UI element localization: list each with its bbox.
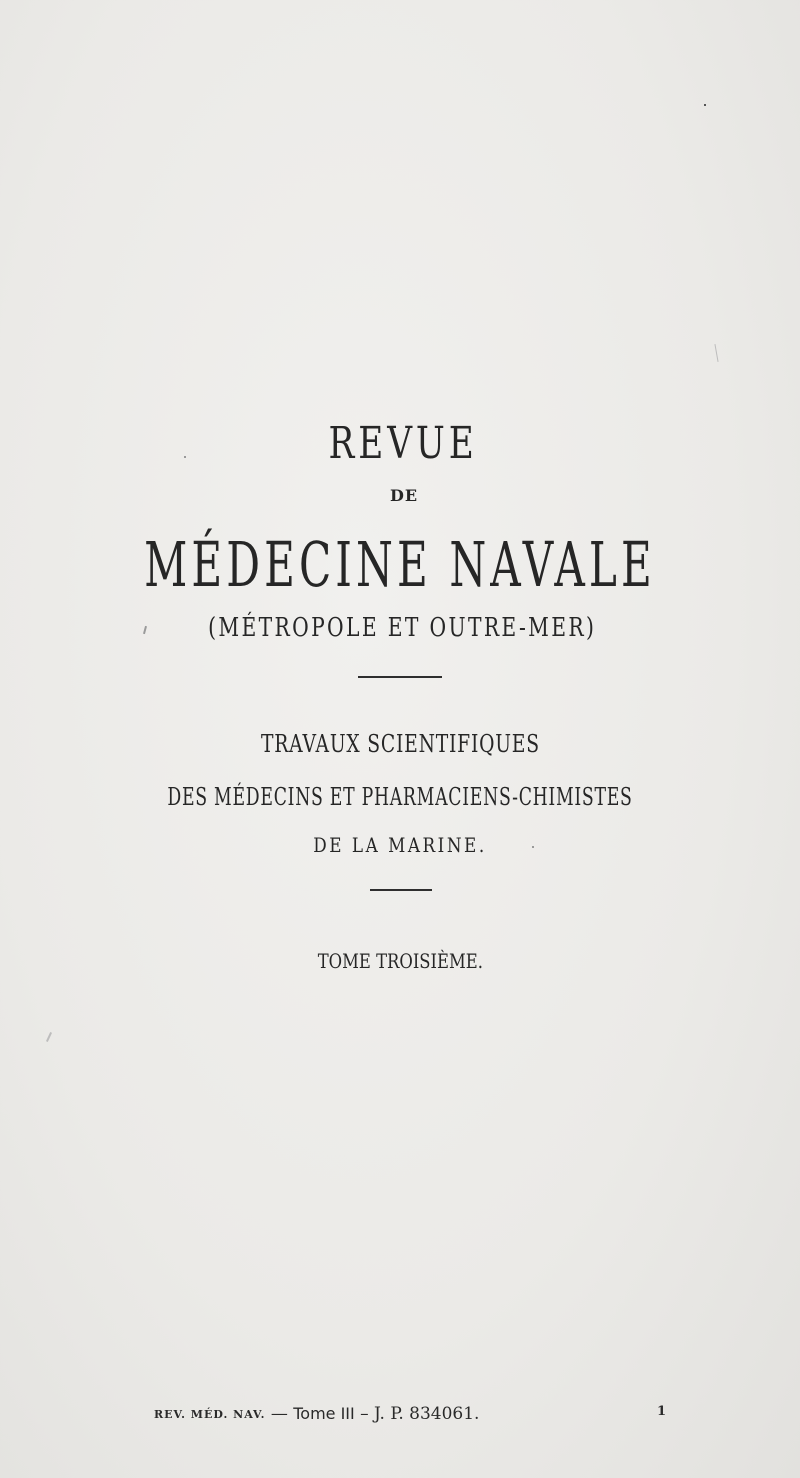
divider-rule [358, 676, 442, 678]
description-line-1: TRAVAUX SCIENTIFIQUES [261, 730, 540, 758]
volume-label: TOME TROISIÈME. [317, 949, 483, 973]
divider-rule [370, 889, 432, 891]
journal-title-de: DE [389, 486, 419, 505]
footer-tome-reference: Tome III [293, 1404, 355, 1423]
page-number: 1 [657, 1404, 667, 1419]
printer-footer [154, 1404, 479, 1424]
footer-abbreviation: REV. MÉD. NAV. [154, 1408, 266, 1421]
footer-dash: — [270, 1404, 288, 1424]
description-line-2: DES MÉDECINS ET PHARMACIENS-CHIMISTES [167, 783, 633, 811]
paper-speck [532, 846, 534, 848]
paper-speck [46, 1032, 52, 1042]
journal-title-main: MÉDECINE NAVALE [144, 528, 656, 601]
paper-speck [704, 104, 706, 106]
description-line-3: DE LA MARINE. [313, 833, 487, 857]
footer-dash: – [360, 1404, 369, 1424]
journal-title-revue: REVUE [328, 418, 478, 469]
paper-speck [184, 456, 186, 458]
journal-subtitle: (MÉTROPOLE ET OUTRE-MER) [208, 613, 597, 643]
footer-printer-reference: J. P. 834061. [374, 1404, 480, 1424]
paper-speck [714, 344, 718, 362]
